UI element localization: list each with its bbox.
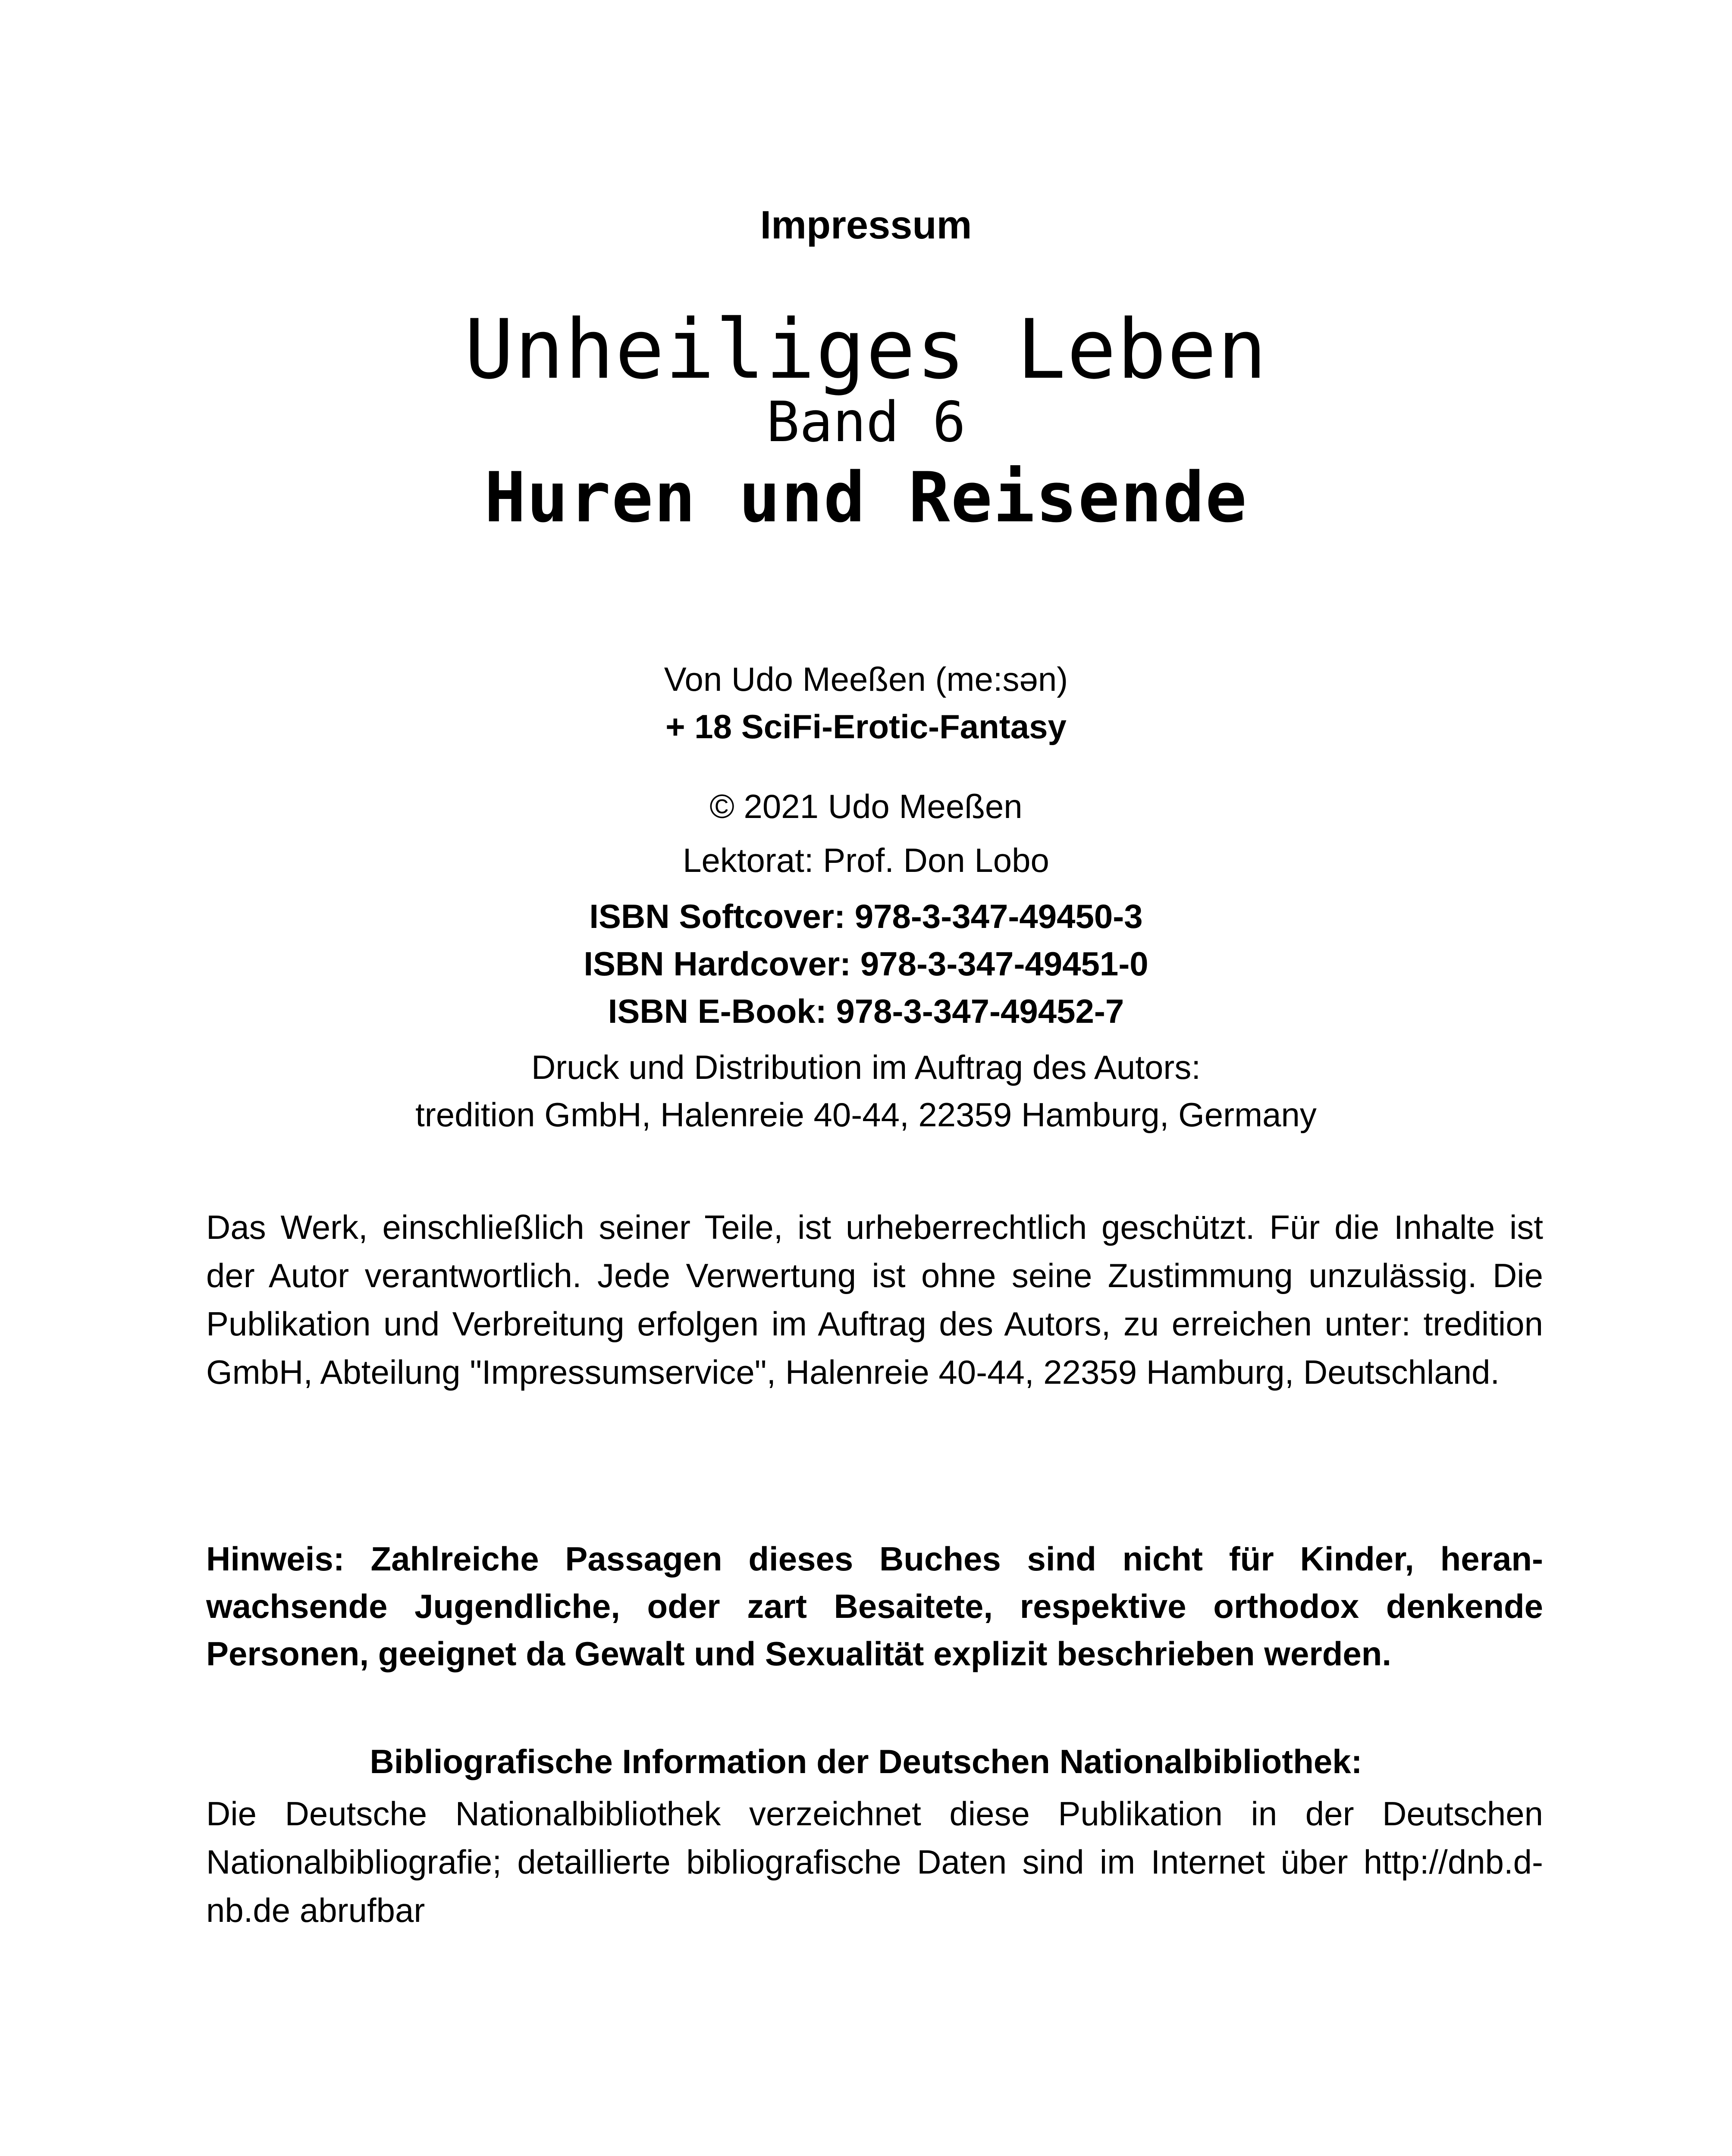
- publisher-address: tredition GmbH, Halenreie 40-44, 22359 Hamburg, Germany: [415, 1096, 1317, 1134]
- book-subtitle: Huren und Reisende: [484, 457, 1248, 538]
- book-volume: Band 6: [766, 390, 966, 454]
- editor-line: Lektorat: Prof. Don Lobo: [683, 841, 1049, 879]
- page-heading: Impressum: [760, 203, 972, 247]
- distribution-line: Druck und Distribution im Auftrag des Autors:: [531, 1048, 1201, 1086]
- rights-paragraph: Das Werk, einschließlich seiner Teile, ist urheberrechtlich geschützt. Für die Inhalte ist der Autor verantwortlich. Jede Verwertung ist ohne seine Zustimmung unzulässig. Die Publikation und Verbreitung erfolgen im Auftrag des Autors, zu erreichen unter: tredition GmbH, Abteilung "Impressumservice", Halenreie 40-44, 22359 Hamburg, Deutschland.: [206, 1208, 1543, 1391]
- author-byline: Von Udo Meeßen (me:sən): [664, 660, 1068, 698]
- copyright-line: © 2021 Udo Meeßen: [709, 787, 1023, 825]
- book-title: Unheiliges Leben: [464, 302, 1268, 397]
- genre-label: + 18 SciFi-Erotic-Fantasy: [665, 708, 1067, 746]
- content-warning: Hinweis: Zahlreiche Passagen dieses Buches sind nicht für Kinder, heranwachsende Jugendliche, oder zart Besaitete, respektive orthodox denkende Personen, geeignet da Gewalt und Sexualität explizit beschrieben werden.: [206, 1540, 1543, 1673]
- biblio-paragraph: Die Deutsche Nationalbibliothek verzeichnet diese Publikation in der Deutschen Nationalbibliografie; detaillierte bibliografische Daten sind im Internet über http://dnb.d-nb.de abrufbar: [206, 1795, 1543, 1929]
- biblio-heading: Bibliografische Information der Deutschen Nationalbibliothek:: [370, 1742, 1362, 1780]
- isbn-hardcover: ISBN Hardcover: 978-3-347-49451-0: [584, 945, 1148, 983]
- isbn-ebook: ISBN E-Book: 978-3-347-49452-7: [608, 992, 1124, 1030]
- isbn-softcover: ISBN Softcover: 978-3-347-49450-3: [589, 897, 1143, 935]
